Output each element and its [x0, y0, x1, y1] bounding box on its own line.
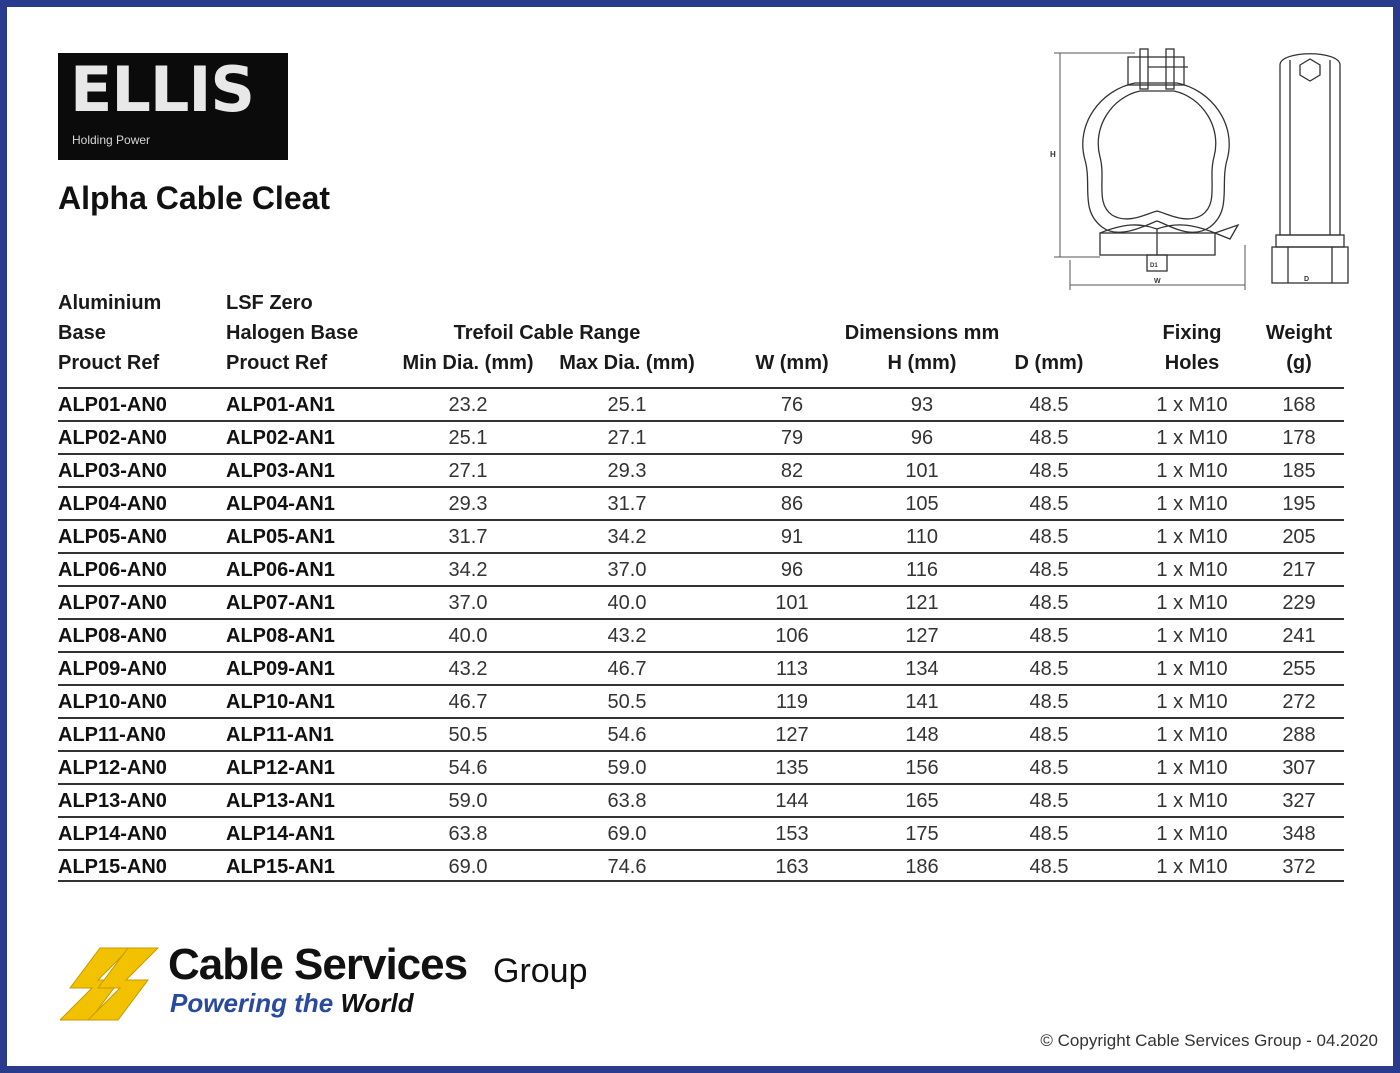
- cell-d: 48.5: [1029, 526, 1069, 548]
- cell-aluminium-ref: ALP14-AN0: [58, 823, 167, 845]
- cell-fixing: 1 x M10: [1156, 823, 1228, 845]
- cell-lsf-ref: ALP15-AN1: [226, 856, 335, 878]
- cell-max-dia: 27.1: [607, 427, 647, 449]
- cell-min-dia: 25.1: [448, 427, 488, 449]
- cell-h: 121: [905, 592, 939, 614]
- cell-h: 156: [905, 757, 939, 779]
- cell-lsf-ref: ALP06-AN1: [226, 559, 335, 581]
- cell-fixing: 1 x M10: [1156, 625, 1228, 647]
- cell-lsf-ref: ALP10-AN1: [226, 691, 335, 713]
- drawing-label-h: H: [1050, 150, 1056, 159]
- cell-aluminium-ref: ALP11-AN0: [58, 724, 166, 746]
- cell-d: 48.5: [1029, 427, 1069, 449]
- cell-h: 186: [905, 856, 939, 878]
- header-lsf-1: LSF Zero: [226, 292, 313, 314]
- cell-weight: 307: [1282, 757, 1316, 779]
- company-name: Cable Services: [168, 940, 468, 989]
- cell-lsf-ref: ALP01-AN1: [226, 394, 335, 416]
- cell-d: 48.5: [1029, 592, 1069, 614]
- cell-aluminium-ref: ALP05-AN0: [58, 526, 167, 548]
- cell-w: 163: [775, 856, 809, 878]
- cell-fixing: 1 x M10: [1156, 757, 1228, 779]
- cell-aluminium-ref: ALP01-AN0: [58, 394, 167, 416]
- table-row: [58, 585, 1344, 618]
- company-tagline: [170, 988, 414, 1019]
- table-row: [58, 552, 1344, 585]
- header-weight-1: Weight: [1265, 322, 1333, 344]
- cell-d: 48.5: [1029, 790, 1069, 812]
- cell-max-dia: 69.0: [607, 823, 647, 845]
- cell-d: 48.5: [1029, 625, 1069, 647]
- cell-aluminium-ref: ALP12-AN0: [58, 757, 167, 779]
- cell-min-dia: 69.0: [448, 856, 488, 878]
- cell-aluminium-ref: ALP03-AN0: [58, 460, 167, 482]
- cell-fixing: 1 x M10: [1156, 592, 1228, 614]
- header-aluminium-1: Aluminium: [58, 292, 162, 314]
- cell-min-dia: 29.3: [448, 493, 488, 515]
- cell-weight: 178: [1282, 427, 1316, 449]
- cell-min-dia: 46.7: [448, 691, 488, 713]
- cell-w: 113: [776, 658, 808, 680]
- cell-h: 134: [905, 658, 939, 680]
- header-w: W (mm): [755, 352, 829, 374]
- cell-d: 48.5: [1029, 460, 1069, 482]
- cell-w: 119: [776, 691, 808, 713]
- cell-w: 76: [780, 394, 804, 416]
- cell-w: 82: [780, 460, 804, 482]
- table-row: [58, 486, 1344, 519]
- tagline-part-b: World: [340, 988, 414, 1018]
- table-row: [58, 783, 1344, 816]
- cell-min-dia: 23.2: [448, 394, 488, 416]
- cell-h: 141: [905, 691, 939, 713]
- cell-h: 116: [906, 559, 938, 581]
- cleat-drawing: [1040, 45, 1350, 295]
- header-trefoil: Trefoil Cable Range: [453, 322, 641, 344]
- cell-h: 93: [910, 394, 934, 416]
- cell-d: 48.5: [1029, 757, 1069, 779]
- header-aluminium-3: Prouct Ref: [58, 352, 160, 374]
- cell-h: 96: [910, 427, 934, 449]
- cell-lsf-ref: ALP08-AN1: [226, 625, 335, 647]
- cell-fixing: 1 x M10: [1156, 658, 1228, 680]
- cell-lsf-ref: ALP03-AN1: [226, 460, 335, 482]
- cell-fixing: 1 x M10: [1156, 856, 1228, 878]
- cell-weight: 272: [1282, 691, 1316, 713]
- cell-fixing: 1 x M10: [1156, 691, 1228, 713]
- cell-lsf-ref: ALP14-AN1: [226, 823, 335, 845]
- cell-weight: 348: [1282, 823, 1316, 845]
- header-fixing-2: Holes: [1164, 352, 1220, 374]
- cell-fixing: 1 x M10: [1156, 559, 1228, 581]
- header-h: H (mm): [887, 352, 957, 374]
- cell-weight: 217: [1282, 559, 1316, 581]
- cell-lsf-ref: ALP04-AN1: [226, 493, 335, 515]
- drawing-label-d1: D1: [1150, 263, 1158, 269]
- header-min-dia: Min Dia. (mm): [402, 352, 534, 374]
- cell-weight: 372: [1282, 856, 1316, 878]
- cell-lsf-ref: ALP12-AN1: [226, 757, 335, 779]
- cell-weight: 185: [1282, 460, 1316, 482]
- cell-min-dia: 50.5: [448, 724, 488, 746]
- header-lsf-3: Prouct Ref: [226, 352, 328, 374]
- logo-tagline: Holding Power: [72, 133, 151, 147]
- cell-max-dia: 25.1: [607, 394, 647, 416]
- cell-max-dia: 43.2: [607, 625, 647, 647]
- cell-w: 144: [775, 790, 809, 812]
- product-table: [58, 387, 1344, 882]
- cell-w: 106: [775, 625, 809, 647]
- cell-max-dia: 63.8: [607, 790, 647, 812]
- drawing-label-d: D: [1304, 276, 1310, 283]
- cell-weight: 288: [1282, 724, 1316, 746]
- company-group: Group: [493, 952, 588, 990]
- cell-h: 148: [905, 724, 939, 746]
- header-dimensions: Dimensions mm: [844, 322, 1000, 344]
- table-row: [58, 684, 1344, 717]
- cell-w: 79: [780, 427, 804, 449]
- cell-aluminium-ref: ALP10-AN0: [58, 691, 167, 713]
- cell-min-dia: 34.2: [448, 559, 488, 581]
- cell-d: 48.5: [1029, 493, 1069, 515]
- cell-fixing: 1 x M10: [1156, 724, 1228, 746]
- cell-max-dia: 34.2: [607, 526, 647, 548]
- cell-aluminium-ref: ALP06-AN0: [58, 559, 167, 581]
- cell-d: 48.5: [1029, 658, 1069, 680]
- cell-max-dia: 31.7: [607, 493, 647, 515]
- header-lsf-2: Halogen Base: [226, 322, 359, 344]
- logo-wordmark: ELLIS: [70, 53, 255, 126]
- cell-d: 48.5: [1029, 691, 1069, 713]
- cell-min-dia: 59.0: [448, 790, 488, 812]
- cell-aluminium-ref: ALP09-AN0: [58, 658, 167, 680]
- cell-weight: 229: [1282, 592, 1316, 614]
- cell-aluminium-ref: ALP02-AN0: [58, 427, 167, 449]
- table-row: [58, 651, 1344, 684]
- cell-max-dia: 54.6: [607, 724, 647, 746]
- cell-d: 48.5: [1029, 559, 1069, 581]
- cell-h: 127: [905, 625, 939, 647]
- table-row: [58, 750, 1344, 783]
- cell-w: 91: [780, 526, 804, 548]
- cell-fixing: 1 x M10: [1156, 790, 1228, 812]
- cell-fixing: 1 x M10: [1156, 427, 1228, 449]
- drawing-label-w: W: [1154, 278, 1161, 285]
- cell-aluminium-ref: ALP08-AN0: [58, 625, 167, 647]
- cell-weight: 205: [1282, 526, 1316, 548]
- cell-max-dia: 29.3: [607, 460, 647, 482]
- cell-aluminium-ref: ALP04-AN0: [58, 493, 167, 515]
- cell-max-dia: 40.0: [607, 592, 647, 614]
- cell-fixing: 1 x M10: [1156, 526, 1228, 548]
- cell-lsf-ref: ALP11-AN1: [226, 724, 334, 746]
- cell-weight: 241: [1282, 625, 1316, 647]
- header-weight-2: (g): [1286, 352, 1312, 374]
- table-row: [58, 849, 1344, 882]
- table-row: [58, 519, 1344, 552]
- cell-w: 101: [775, 592, 809, 614]
- cell-w: 96: [780, 559, 804, 581]
- page-title: Alpha Cable Cleat: [58, 180, 331, 216]
- cell-h: 105: [905, 493, 939, 515]
- cell-h: 110: [906, 526, 938, 548]
- cell-aluminium-ref: ALP15-AN0: [58, 856, 167, 878]
- cell-d: 48.5: [1029, 724, 1069, 746]
- cell-aluminium-ref: ALP07-AN0: [58, 592, 167, 614]
- cell-aluminium-ref: ALP13-AN0: [58, 790, 167, 812]
- copyright-notice: © Copyright Cable Services Group - 04.2020: [1040, 1031, 1378, 1050]
- cell-w: 135: [775, 757, 809, 779]
- table-row: [58, 453, 1344, 486]
- cell-lsf-ref: ALP05-AN1: [226, 526, 335, 548]
- table-row: [58, 717, 1344, 750]
- cell-max-dia: 59.0: [607, 757, 647, 779]
- header-max-dia: Max Dia. (mm): [559, 352, 695, 374]
- cell-min-dia: 27.1: [448, 460, 488, 482]
- cell-weight: 327: [1282, 790, 1316, 812]
- cell-h: 175: [905, 823, 939, 845]
- cell-min-dia: 31.7: [448, 526, 488, 548]
- header-d: D (mm): [1014, 352, 1084, 374]
- ellis-logo: [58, 53, 288, 160]
- cell-fixing: 1 x M10: [1156, 493, 1228, 515]
- cable-services-logo-mark: [60, 940, 170, 1025]
- tagline-part-a: Powering the: [170, 988, 334, 1018]
- table-row: [58, 387, 1344, 420]
- cell-max-dia: 74.6: [607, 856, 647, 878]
- cell-weight: 195: [1282, 493, 1316, 515]
- cell-min-dia: 54.6: [448, 757, 488, 779]
- cell-lsf-ref: ALP09-AN1: [226, 658, 335, 680]
- cell-max-dia: 37.0: [607, 559, 647, 581]
- table-row: [58, 816, 1344, 849]
- header-aluminium-2: Base: [58, 322, 106, 344]
- cell-d: 48.5: [1029, 394, 1069, 416]
- cell-max-dia: 46.7: [607, 658, 647, 680]
- cell-min-dia: 37.0: [448, 592, 488, 614]
- cell-w: 153: [775, 823, 809, 845]
- header-fixing-1: Fixing: [1162, 322, 1222, 344]
- cell-lsf-ref: ALP07-AN1: [226, 592, 335, 614]
- cell-max-dia: 50.5: [607, 691, 647, 713]
- cell-h: 101: [905, 460, 939, 482]
- cell-w: 127: [775, 724, 809, 746]
- cell-d: 48.5: [1029, 823, 1069, 845]
- cell-min-dia: 40.0: [448, 625, 488, 647]
- cell-fixing: 1 x M10: [1156, 460, 1228, 482]
- cell-lsf-ref: ALP13-AN1: [226, 790, 335, 812]
- cell-h: 165: [905, 790, 939, 812]
- cell-min-dia: 63.8: [448, 823, 488, 845]
- table-row: [58, 618, 1344, 651]
- table-row: [58, 420, 1344, 453]
- cell-weight: 255: [1282, 658, 1316, 680]
- cell-lsf-ref: ALP02-AN1: [226, 427, 335, 449]
- cell-fixing: 1 x M10: [1156, 394, 1228, 416]
- cell-weight: 168: [1282, 394, 1316, 416]
- cell-min-dia: 43.2: [448, 658, 488, 680]
- cell-d: 48.5: [1029, 856, 1069, 878]
- cell-w: 86: [780, 493, 804, 515]
